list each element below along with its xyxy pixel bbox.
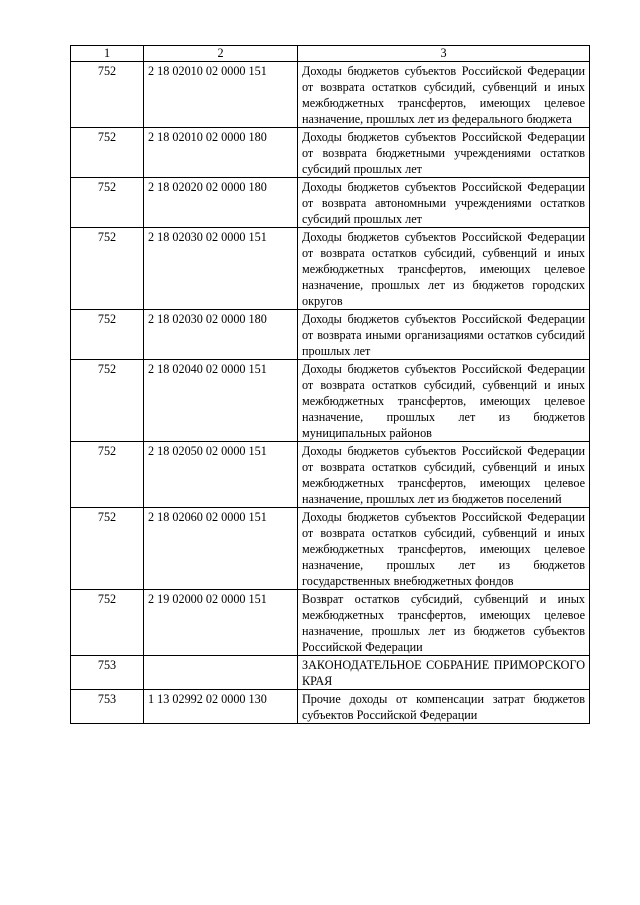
revenue-name-cell: Доходы бюджетов субъектов Российской Федерации от возврата остатков субсидий, субвенций и иных межбюджетных трансфертов, имеющих целевое назначение, прошлых лет из бюджетов государственных внебюджетных фондов [298,508,590,590]
admin-code-cell: 752 [71,590,144,656]
budget-code-cell: 2 18 02030 02 0000 180 [144,310,298,360]
budget-code-cell: 2 19 02000 02 0000 151 [144,590,298,656]
admin-code-cell: 752 [71,442,144,508]
revenue-name-cell: Доходы бюджетов субъектов Российской Федерации от возврата остатков субсидий, субвенций и иных межбюджетных трансфертов, имеющих целевое назначение, прошлых лет из бюджетов муниципальных районов [298,360,590,442]
revenue-name-cell: Доходы бюджетов субъектов Российской Федерации от возврата бюджетными учреждениями остатков субсидий прошлых лет [298,128,590,178]
budget-code-cell: 2 18 02020 02 0000 180 [144,178,298,228]
budget-code-cell: 2 18 02010 02 0000 180 [144,128,298,178]
table-row [71,178,590,228]
admin-code-cell: 752 [71,178,144,228]
column-header-2: 2 [144,46,298,62]
revenue-name-cell: Доходы бюджетов субъектов Российской Федерации от возврата иными организациями остатков субсидий прошлых лет [298,310,590,360]
table-row [71,442,590,508]
table-header-row [71,46,590,62]
admin-code-cell: 752 [71,508,144,590]
admin-code-cell: 752 [71,62,144,128]
table-row [71,228,590,310]
column-header-1: 1 [71,46,144,62]
revenue-name-cell: Возврат остатков субсидий, субвенций и иных межбюджетных трансфертов, имеющих целевое назначение, прошлых лет из бюджетов субъектов Российской Федерации [298,590,590,656]
table-row [71,508,590,590]
budget-code-cell: 2 18 02030 02 0000 151 [144,228,298,310]
admin-code-cell: 753 [71,656,144,690]
admin-code-cell: 752 [71,128,144,178]
revenue-name-cell: Прочие доходы от компенсации затрат бюджетов субъектов Российской Федерации [298,690,590,724]
table-row [71,310,590,360]
revenue-name-cell: Доходы бюджетов субъектов Российской Федерации от возврата остатков субсидий, субвенций и иных межбюджетных трансфертов, имеющих целевое назначение, прошлых лет из бюджетов городских округов [298,228,590,310]
table-row [71,360,590,442]
budget-code-cell: 1 13 02992 02 0000 130 [144,690,298,724]
table-row [71,656,590,690]
budget-code-cell: 2 18 02050 02 0000 151 [144,442,298,508]
table-row [71,690,590,724]
budget-revenue-table [70,45,590,724]
administrator-name-cell: ЗАКОНОДАТЕЛЬНОЕ СОБРАНИЕ ПРИМОРСКОГО КРАЯ [298,656,590,690]
admin-code-cell: 752 [71,310,144,360]
budget-code-cell: 2 18 02010 02 0000 151 [144,62,298,128]
budget-code-cell: 2 18 02060 02 0000 151 [144,508,298,590]
revenue-name-cell: Доходы бюджетов субъектов Российской Федерации от возврата автономными учреждениями остатков субсидий прошлых лет [298,178,590,228]
budget-code-cell [144,656,298,690]
table-row [71,62,590,128]
budget-code-cell: 2 18 02040 02 0000 151 [144,360,298,442]
admin-code-cell: 752 [71,228,144,310]
table-row [71,128,590,178]
admin-code-cell: 752 [71,360,144,442]
revenue-name-cell: Доходы бюджетов субъектов Российской Федерации от возврата остатков субсидий, субвенций и иных межбюджетных трансфертов, имеющих целевое назначение, прошлых лет из бюджетов поселений [298,442,590,508]
admin-code-cell: 753 [71,690,144,724]
column-header-3: 3 [298,46,590,62]
table-row [71,590,590,656]
revenue-name-cell: Доходы бюджетов субъектов Российской Федерации от возврата остатков субсидий, субвенций и иных межбюджетных трансфертов, имеющих целевое назначение, прошлых лет из федерального бюджета [298,62,590,128]
